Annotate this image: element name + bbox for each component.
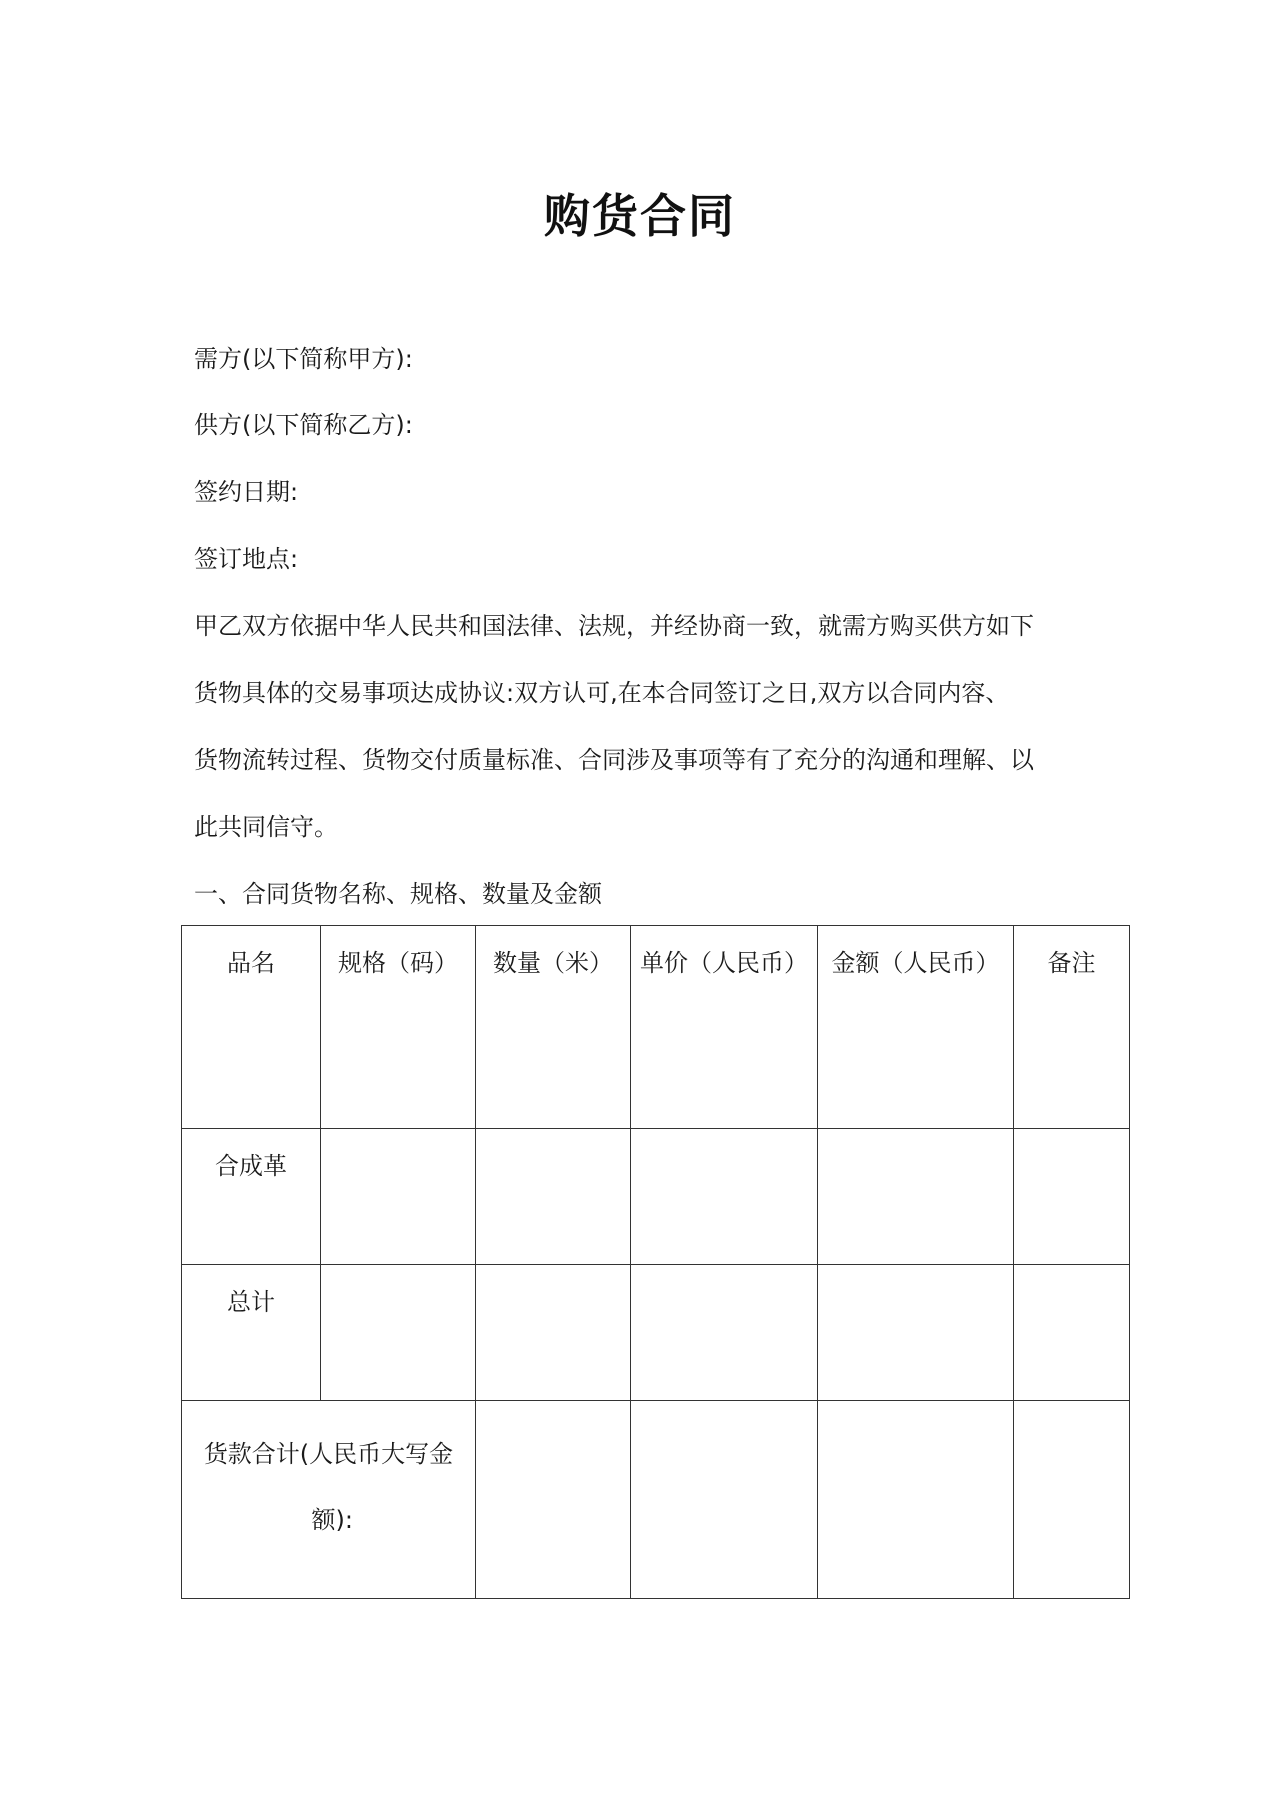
intro-line: 此共同信守。 bbox=[194, 813, 338, 841]
seller-field: 供方(以下简称乙方): bbox=[194, 411, 413, 439]
total-spec-cell bbox=[321, 1265, 476, 1401]
sum-label-line-1: 货款合计(人民币大写金 bbox=[203, 1440, 454, 1468]
sum-label-line-2: 额): bbox=[311, 1506, 353, 1534]
table-header-row bbox=[182, 926, 1130, 1129]
sum-label-cell bbox=[182, 1401, 476, 1599]
header-product-name: 品名 bbox=[182, 926, 321, 1129]
amount-cell bbox=[818, 1129, 1014, 1265]
header-unit-price: 单价（人民币） bbox=[631, 926, 818, 1129]
table-row-sum bbox=[182, 1401, 1130, 1599]
table-row bbox=[182, 1129, 1130, 1265]
sum-remarks-cell bbox=[1014, 1401, 1130, 1599]
header-amount: 金额（人民币） bbox=[818, 926, 1014, 1129]
sum-unit-price-cell bbox=[631, 1401, 818, 1599]
sign-date-field: 签约日期: bbox=[194, 478, 299, 506]
total-label-cell: 总计 bbox=[182, 1265, 321, 1401]
buyer-field: 需方(以下简称甲方): bbox=[194, 345, 413, 373]
total-remarks-cell bbox=[1014, 1265, 1130, 1401]
sum-quantity-cell bbox=[476, 1401, 631, 1599]
header-quantity: 数量（米） bbox=[476, 926, 631, 1129]
total-unit-price-cell bbox=[631, 1265, 818, 1401]
quantity-cell bbox=[476, 1129, 631, 1265]
sign-place-field: 签订地点: bbox=[194, 545, 299, 573]
intro-line: 货物流转过程、货物交付质量标准、合同涉及事项等有了充分的沟通和理解、以 bbox=[194, 746, 1034, 774]
document-title: 购货合同 bbox=[544, 189, 736, 243]
header-remarks: 备注 bbox=[1014, 926, 1130, 1129]
total-amount-cell bbox=[818, 1265, 1014, 1401]
unit-price-cell bbox=[631, 1129, 818, 1265]
header-spec: 规格（码） bbox=[321, 926, 476, 1129]
intro-line: 货物具体的交易事项达成协议:双方认可,在本合同签订之日,双方以合同内容、 bbox=[194, 679, 1010, 707]
sum-amount-cell bbox=[818, 1401, 1014, 1599]
product-name-cell: 合成革 bbox=[182, 1129, 321, 1265]
total-quantity-cell bbox=[476, 1265, 631, 1401]
remarks-cell bbox=[1014, 1129, 1130, 1265]
intro-line: 甲乙双方依据中华人民共和国法律、法规，并经协商一致，就需方购买供方如下 bbox=[194, 612, 1034, 640]
spec-cell bbox=[321, 1129, 476, 1265]
table-row-total bbox=[182, 1265, 1130, 1401]
section-1-title: 一、合同货物名称、规格、数量及金额 bbox=[194, 880, 602, 908]
goods-table bbox=[181, 925, 1130, 1599]
